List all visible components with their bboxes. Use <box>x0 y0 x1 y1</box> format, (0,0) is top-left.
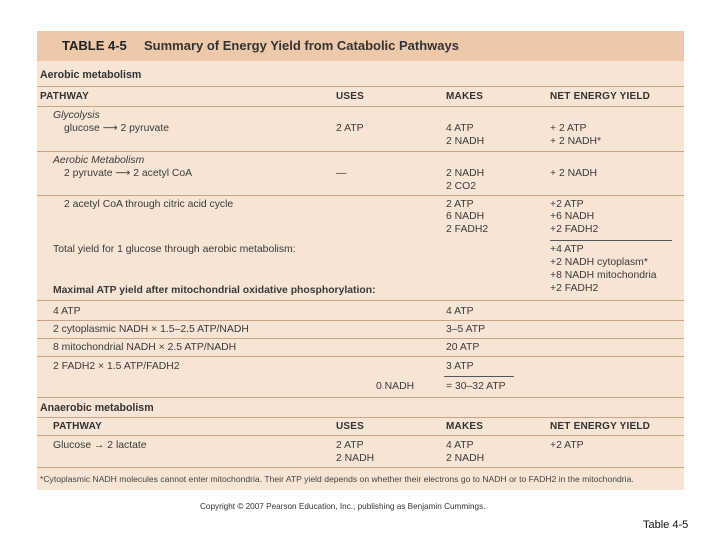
col-pathway: PATHWAY <box>40 91 89 102</box>
maximal-row-value: 3 ATP <box>446 361 474 372</box>
col-pathway: PATHWAY <box>53 421 102 432</box>
col-net-yield: NET ENERGY YIELD <box>550 91 651 102</box>
divider <box>37 356 684 357</box>
aerobic-section-title: Aerobic metabolism <box>40 69 142 81</box>
slide-caption: Table 4-5 <box>643 519 689 531</box>
maximal-title: Maximal ATP yield after mitochondrial oxidative phosphorylation: <box>53 285 376 296</box>
divider <box>37 467 684 468</box>
divider <box>37 86 684 87</box>
glycolysis-reaction: glucose ⟶ 2 pyruvate <box>64 123 170 134</box>
divider <box>37 320 684 321</box>
divider <box>37 338 684 339</box>
citric-net-fadh2: +2 FADH2 <box>550 224 599 235</box>
citric-reaction: 2 acetyl CoA through citric acid cycle <box>64 199 234 210</box>
glycolysis-net-nadh: + 2 NADH* <box>550 136 602 147</box>
pyruvate-uses: — <box>336 168 347 179</box>
total-net-nadh-mito: +8 NADH mitochondria <box>550 270 657 281</box>
sum-rule <box>444 376 514 377</box>
pyruvate-makes-nadh: 2 NADH <box>446 168 485 179</box>
maximal-row-label: 2 FADH2 × 1.5 ATP/FADH2 <box>53 361 180 372</box>
aerobic-metabolism-name: Aerobic Metabolism <box>53 155 145 166</box>
citric-net-nadh: +6 NADH <box>550 211 595 222</box>
glycolysis-net-atp: + 2 ATP <box>550 123 587 134</box>
table-title: Summary of Energy Yield from Catabolic Pathways <box>144 38 459 53</box>
anaerobic-uses-atp: 2 ATP <box>336 440 364 451</box>
glycolysis-uses: 2 ATP <box>336 123 364 134</box>
maximal-row-label: 2 cytoplasmic NADH × 1.5–2.5 ATP/NADH <box>53 324 249 335</box>
divider <box>37 435 684 436</box>
total-net-fadh2: +2 FADH2 <box>550 283 599 294</box>
col-makes: MAKES <box>446 91 484 102</box>
divider <box>37 417 684 418</box>
col-makes: MAKES <box>446 421 484 432</box>
anaerobic-uses-nadh: 2 NADH <box>336 453 375 464</box>
sum-rule <box>550 240 672 241</box>
anaerobic-reaction: Glucose → 2 lactate <box>53 440 147 451</box>
anaerobic-makes-atp: 4 ATP <box>446 440 474 451</box>
citric-makes-fadh2: 2 FADH2 <box>446 224 489 235</box>
maximal-total: = 30–32 ATP <box>446 381 506 392</box>
maximal-row-value: 3–5 ATP <box>446 324 486 335</box>
col-uses: USES <box>336 91 365 102</box>
citric-net-atp: +2 ATP <box>550 199 584 210</box>
copyright: Copyright © 2007 Pearson Education, Inc., publishing as Benjamin Cummings. <box>200 502 486 511</box>
anaerobic-makes-nadh: 2 NADH <box>446 453 485 464</box>
total-net-nadh-cyto: +2 NADH cytoplasm* <box>550 257 648 268</box>
maximal-row-value: 20 ATP <box>446 342 480 353</box>
divider <box>37 300 684 301</box>
citric-makes-nadh: 6 NADH <box>446 211 485 222</box>
glycolysis-makes-nadh: 2 NADH <box>446 136 485 147</box>
pyruvate-reaction: 2 pyruvate ⟶ 2 acetyl CoA <box>64 168 193 179</box>
pyruvate-makes-co2: 2 CO2 <box>446 181 477 192</box>
col-net-yield: NET ENERGY YIELD <box>550 421 651 432</box>
divider <box>37 397 684 398</box>
total-net-atp: +4 ATP <box>550 244 584 255</box>
divider <box>37 195 684 196</box>
maximal-row-label: 4 ATP <box>53 306 81 317</box>
maximal-row-label: 8 mitochondrial NADH × 2.5 ATP/NADH <box>53 342 237 353</box>
maximal-row-value: 4 ATP <box>446 306 474 317</box>
col-uses: USES <box>336 421 365 432</box>
total-label: Total yield for 1 glucose through aerobic metabolism: <box>53 244 296 255</box>
zero-nadh: 0 NADH <box>376 381 415 392</box>
glycolysis-makes-atp: 4 ATP <box>446 123 474 134</box>
footnote: *Cytoplasmic NADH molecules cannot enter mitochondria. Their ATP yield depends on whether their electrons go to NADH or to FADH2 in the mitochondria. <box>40 474 634 484</box>
anaerobic-net: +2 ATP <box>550 440 584 451</box>
pyruvate-net: + 2 NADH <box>550 168 598 179</box>
table-label: TABLE 4-5 <box>62 38 127 53</box>
citric-makes-atp: 2 ATP <box>446 199 474 210</box>
anaerobic-section-title: Anaerobic metabolism <box>40 402 154 414</box>
glycolysis-name: Glycolysis <box>53 110 100 121</box>
divider <box>37 151 684 152</box>
divider <box>37 106 684 107</box>
